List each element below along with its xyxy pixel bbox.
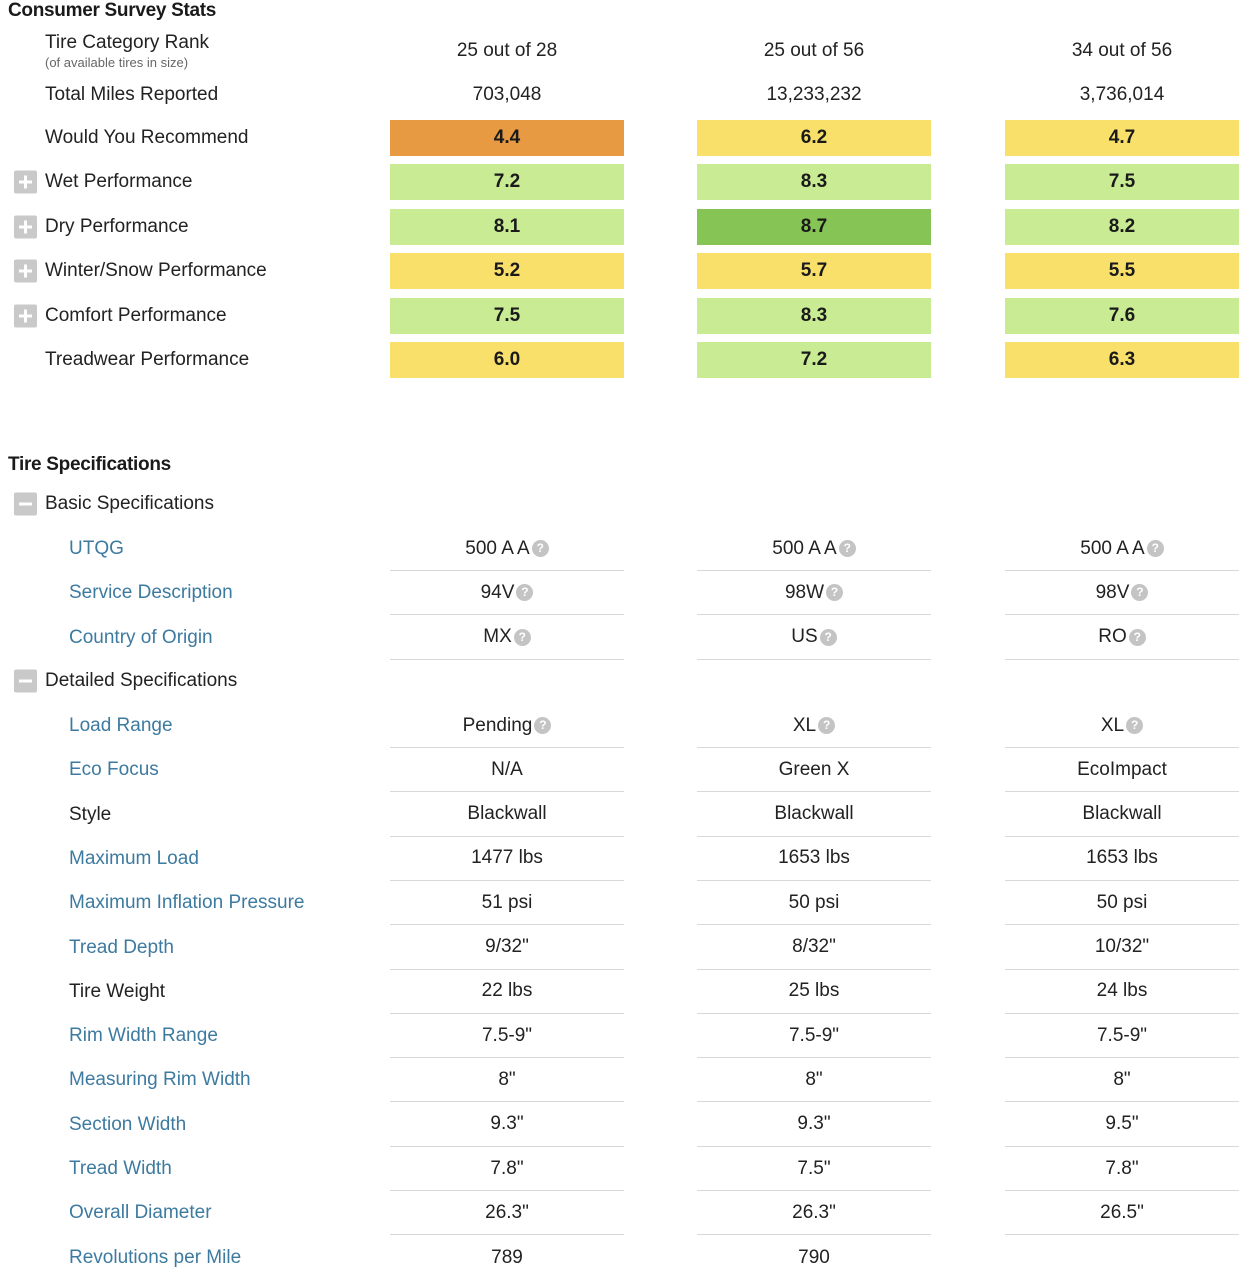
help-icon[interactable]: ? <box>532 540 549 557</box>
spec-value-cell <box>1005 1191 1239 1235</box>
rating-score: 7.2 <box>697 342 931 378</box>
spec-value: Pending <box>462 714 533 736</box>
spec-label-link[interactable]: Overall Diameter <box>69 1202 212 1224</box>
expand-icon[interactable] <box>14 304 37 327</box>
expand-icon[interactable] <box>14 215 37 238</box>
rating-row[interactable] <box>0 251 1247 291</box>
detailed-specs-header[interactable] <box>0 663 1247 699</box>
spec-label-link[interactable]: Load Range <box>69 715 173 736</box>
spec-value-cell <box>1005 881 1239 925</box>
spec-value: 7.8" <box>490 1157 524 1179</box>
miles-label: Total Miles Reported <box>45 84 219 105</box>
expand-icon[interactable] <box>14 260 37 283</box>
spec-value: 8" <box>498 1068 516 1090</box>
spec-value-cell <box>390 793 624 837</box>
spec-value: RO <box>1098 626 1127 648</box>
spec-value-cell <box>697 1014 931 1058</box>
help-icon[interactable]: ? <box>818 717 835 734</box>
spec-value-cell <box>1005 1103 1239 1147</box>
spec-value: Blackwall <box>774 803 854 825</box>
rank-sublabel: (of available tires in size) <box>45 55 189 70</box>
spec-value-cell <box>1005 926 1239 970</box>
spec-value-cell <box>390 837 624 881</box>
spec-label-link[interactable]: Rim Width Range <box>69 1025 218 1047</box>
spec-value: EcoImpact <box>1077 758 1167 780</box>
rating-score: 6.0 <box>390 342 624 378</box>
help-icon[interactable]: ? <box>1129 629 1146 646</box>
spec-value-cell <box>697 527 931 571</box>
spec-value: 789 <box>491 1246 523 1268</box>
spec-value: 98V <box>1095 581 1130 603</box>
spec-value: 790 <box>798 1246 830 1268</box>
spec-value-cell <box>697 1191 931 1235</box>
spec-value-cell <box>697 748 931 792</box>
spec-row <box>0 1191 1247 1235</box>
spec-value-cell <box>390 1058 624 1102</box>
spec-value: 50 psi <box>788 891 840 913</box>
spec-value-cell <box>1005 970 1239 1014</box>
help-icon[interactable]: ? <box>534 717 551 734</box>
spec-value-cell <box>697 970 931 1014</box>
rank-value: 25 out of 56 <box>763 40 865 61</box>
spec-label-link[interactable]: Eco Focus <box>69 759 159 781</box>
spec-value-cell <box>697 1147 931 1191</box>
rating-row[interactable] <box>0 296 1247 336</box>
basic-specs-header[interactable] <box>0 486 1247 522</box>
spec-value-cell <box>390 616 624 660</box>
spec-label: Style <box>69 803 112 825</box>
spec-value-cell <box>697 1058 931 1102</box>
spec-row <box>0 748 1247 792</box>
miles-value: 13,233,232 <box>766 84 862 105</box>
rating-score: 7.6 <box>1005 298 1239 334</box>
spec-value: 26.5" <box>1100 1201 1144 1223</box>
help-icon[interactable]: ? <box>1131 584 1148 601</box>
rating-label: Comfort Performance <box>45 304 227 326</box>
spec-value-cell <box>697 616 931 660</box>
spec-value: 500 A A <box>465 537 530 559</box>
spec-value-cell <box>390 1147 624 1191</box>
spec-value-cell <box>697 1236 931 1280</box>
rating-row <box>0 340 1247 380</box>
spec-row <box>0 793 1247 837</box>
spec-row <box>0 704 1247 748</box>
rating-score: 8.3 <box>697 164 931 200</box>
basic-specs-label: Basic Specifications <box>45 493 214 514</box>
rating-score: 8.3 <box>697 298 931 334</box>
spec-value: 51 psi <box>481 891 533 913</box>
detailed-specs-label: Detailed Specifications <box>45 670 238 691</box>
spec-value-cell <box>390 1191 624 1235</box>
help-icon[interactable]: ? <box>514 629 531 646</box>
spec-value: N/A <box>491 758 523 780</box>
spec-value: 1653 lbs <box>1086 847 1158 869</box>
spec-row <box>0 571 1247 615</box>
spec-value: 9/32" <box>485 936 529 957</box>
spec-value: XL <box>1100 714 1125 736</box>
rating-row[interactable] <box>0 162 1247 202</box>
rating-score: 8.2 <box>1005 209 1239 245</box>
spec-value-cell <box>390 527 624 571</box>
rating-score: 7.5 <box>1005 164 1239 200</box>
miles-value: 3,736,014 <box>1079 84 1165 105</box>
spec-value-cell <box>697 571 931 615</box>
spec-value-cell <box>697 837 931 881</box>
spec-value: Green X <box>778 758 850 780</box>
spec-label-link[interactable]: Country of Origin <box>69 626 213 648</box>
spec-value: 26.3" <box>792 1201 836 1223</box>
spec-value-cell <box>697 793 931 837</box>
spec-value-cell <box>390 881 624 925</box>
spec-value-cell <box>390 1014 624 1058</box>
spec-value-cell <box>390 1103 624 1147</box>
spec-value-cell <box>1005 527 1239 571</box>
rating-label: Wet Performance <box>45 171 193 193</box>
help-icon[interactable]: ? <box>820 629 837 646</box>
rating-score: 6.3 <box>1005 342 1239 378</box>
rating-label: Winter/Snow Performance <box>45 260 267 282</box>
spec-row <box>0 837 1247 881</box>
spec-value: 24 lbs <box>1096 980 1148 1002</box>
rating-score: 5.2 <box>390 253 624 289</box>
rank-label <box>45 32 209 70</box>
rating-score: 6.2 <box>697 120 931 156</box>
spec-label-link[interactable]: Maximum Inflation Pressure <box>69 892 305 914</box>
spec-row <box>0 1103 1247 1147</box>
spec-value: MX <box>483 626 512 648</box>
spec-value: 7.8" <box>1105 1157 1139 1179</box>
spec-value: US <box>791 626 818 648</box>
miles-row <box>0 76 1247 114</box>
spec-value: 500 A A <box>1080 537 1145 559</box>
rating-score: 4.7 <box>1005 120 1239 156</box>
help-icon[interactable]: ? <box>1126 717 1143 734</box>
spec-value: 7.5-9" <box>788 1024 840 1046</box>
rating-score: 7.5 <box>390 298 624 334</box>
rating-row <box>0 118 1247 158</box>
rank-value: 34 out of 56 <box>1071 40 1173 61</box>
spec-value-cell <box>1005 1236 1239 1280</box>
collapse-icon[interactable] <box>14 493 37 516</box>
spec-row <box>0 1147 1247 1191</box>
spec-row <box>0 970 1247 1014</box>
spec-value-cell <box>390 704 624 748</box>
spec-label-link[interactable]: Measuring Rim Width <box>69 1069 251 1091</box>
spec-label-link[interactable]: Tread Depth <box>69 936 174 958</box>
spec-value: 8" <box>805 1068 823 1090</box>
help-icon[interactable]: ? <box>516 584 533 601</box>
miles-value: 703,048 <box>472 84 542 105</box>
spec-label-link[interactable]: Tread Width <box>69 1158 172 1179</box>
spec-value: 7.5" <box>797 1157 831 1179</box>
spec-label: Tire Weight <box>69 980 166 1002</box>
spec-label-link[interactable]: Revolutions per Mile <box>69 1246 242 1268</box>
spec-value-cell <box>1005 571 1239 615</box>
spec-value-cell <box>1005 793 1239 837</box>
help-icon[interactable]: ? <box>839 540 856 557</box>
rating-score: 8.7 <box>697 209 931 245</box>
spec-value-cell <box>1005 837 1239 881</box>
spec-value: 94V <box>480 581 515 603</box>
spec-value: 1477 lbs <box>471 847 543 869</box>
spec-value-cell <box>390 571 624 615</box>
rank-value: 25 out of 28 <box>456 40 558 61</box>
spec-value-cell <box>1005 1014 1239 1058</box>
spec-value-cell <box>1005 616 1239 660</box>
rank-row <box>0 30 1247 72</box>
spec-row <box>0 881 1247 925</box>
spec-value: 500 A A <box>772 537 837 559</box>
spec-row <box>0 926 1247 970</box>
spec-value: 50 psi <box>1096 891 1148 913</box>
rating-score: 5.5 <box>1005 253 1239 289</box>
spec-value: 8/32" <box>792 936 836 957</box>
spec-value: 8" <box>1113 1068 1131 1090</box>
spec-value: XL <box>792 714 817 736</box>
rank-label-text: Tire Category Rank <box>45 32 210 53</box>
spec-value: 1653 lbs <box>778 847 850 869</box>
spec-value-cell <box>390 1236 624 1280</box>
help-icon[interactable]: ? <box>1147 540 1164 557</box>
rating-score: 5.7 <box>697 253 931 289</box>
spec-value: 9.3" <box>490 1113 524 1135</box>
spec-value-cell <box>390 926 624 970</box>
spec-value: 10/32" <box>1094 936 1150 957</box>
spec-value-cell <box>1005 1147 1239 1191</box>
spec-value-cell <box>1005 748 1239 792</box>
spec-value: 7.5-9" <box>1096 1024 1148 1046</box>
rating-label: Treadwear Performance <box>45 349 250 370</box>
rating-score: 7.2 <box>390 164 624 200</box>
spec-value: 98W <box>784 581 825 603</box>
specs-section-title: Tire Specifications <box>8 454 171 475</box>
survey-section-title: Consumer Survey Stats <box>8 0 217 21</box>
spec-row <box>0 527 1247 571</box>
spec-value-cell <box>1005 704 1239 748</box>
expand-icon[interactable] <box>14 171 37 194</box>
collapse-icon[interactable] <box>14 670 37 693</box>
spec-value: 7.5-9" <box>481 1024 533 1046</box>
spec-label-link[interactable]: UTQG <box>69 538 124 559</box>
help-icon[interactable]: ? <box>826 584 843 601</box>
spec-value: 25 lbs <box>788 980 840 1002</box>
spec-value-cell <box>697 881 931 925</box>
spec-value: 9.3" <box>797 1113 831 1135</box>
spec-value-cell <box>390 748 624 792</box>
rating-score: 8.1 <box>390 209 624 245</box>
spec-value: Blackwall <box>467 803 547 825</box>
spec-label-link[interactable]: Maximum Load <box>69 847 199 869</box>
spec-row <box>0 1236 1247 1280</box>
spec-value-cell <box>697 1103 931 1147</box>
rating-score: 4.4 <box>390 120 624 156</box>
spec-row <box>0 1058 1247 1102</box>
spec-row <box>0 1014 1247 1058</box>
spec-value: Blackwall <box>1082 803 1162 825</box>
spec-row <box>0 616 1247 660</box>
spec-label-link[interactable]: Section Width <box>69 1113 187 1135</box>
rating-row[interactable] <box>0 207 1247 247</box>
spec-value: 22 lbs <box>481 980 533 1002</box>
spec-label-link[interactable]: Service Description <box>69 582 233 604</box>
rating-label: Would You Recommend <box>45 127 249 148</box>
spec-value-cell <box>390 970 624 1014</box>
spec-value: 26.3" <box>485 1201 529 1223</box>
spec-value-cell <box>697 926 931 970</box>
spec-value-cell <box>1005 1058 1239 1102</box>
spec-value: 9.5" <box>1105 1113 1139 1135</box>
rating-label: Dry Performance <box>45 215 189 237</box>
spec-value-cell <box>697 704 931 748</box>
